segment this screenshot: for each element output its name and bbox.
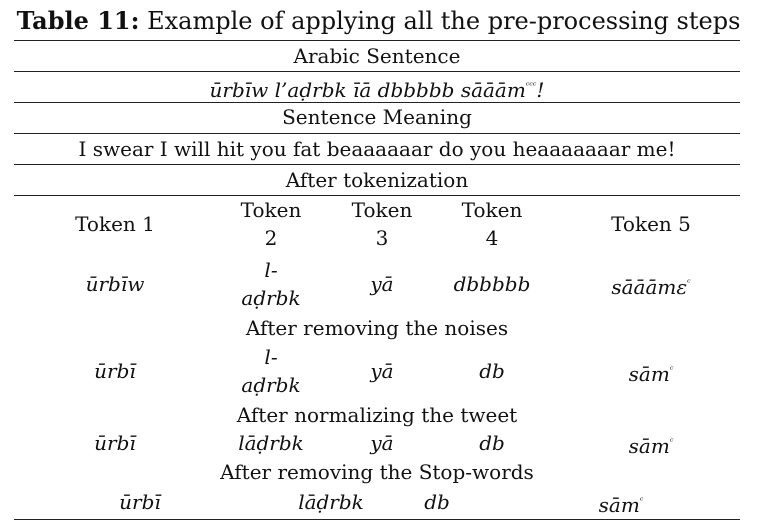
token-header-3-word: Token	[351, 198, 413, 222]
rule-top	[14, 40, 740, 41]
sentence-meaning: I swear I will hit you fat beaaaaaar do you heaaaaaaar me!	[78, 137, 676, 161]
normalized-token-1: ūrbī	[94, 431, 136, 455]
stopword-token-4-suffix: ᶜ	[639, 496, 644, 507]
noise-token-5	[586, 357, 716, 388]
rule-bottom	[14, 519, 740, 520]
token-2-part-a: l-	[264, 258, 278, 282]
sentence-meaning-header: Sentence Meaning	[282, 105, 472, 129]
token-1: ūrbīw	[85, 272, 145, 296]
arabic-sentence-header: Arabic Sentence	[293, 44, 461, 68]
rule	[14, 71, 740, 72]
noise-token-4: db	[479, 359, 505, 383]
arabic-sentence	[14, 73, 740, 104]
noise-token-2	[226, 343, 316, 399]
noise-token-3: yā	[370, 359, 394, 383]
stopword-token-4	[556, 488, 686, 519]
token-4: dbbbbb	[453, 272, 531, 296]
normalized-token-4: db	[479, 431, 505, 455]
token-5-text: sāāāmɛ	[611, 275, 688, 299]
token-header-5: Token 5	[611, 212, 691, 236]
token-2-part-b: aḍrbk	[241, 286, 301, 310]
normalized-token-3: yā	[370, 431, 394, 455]
stopword-token-3: db	[424, 490, 450, 514]
noise-token-2-part-a: l-	[264, 345, 278, 369]
arabic-sentence-text: ūrbīw l’aḍrbk īā dbbbbb sāāām	[209, 78, 526, 102]
rule	[14, 164, 740, 165]
token-5-suffix: ᶜ	[687, 278, 691, 289]
noise-token-2-part-b: aḍrbk	[241, 373, 301, 397]
stopword-token-4-text: sām	[598, 493, 640, 517]
normalized-token-5-suffix: ᶜ	[669, 437, 674, 448]
noise-removal-header: After removing the noises	[245, 316, 509, 340]
token-header-2-number: 2	[264, 226, 278, 250]
table-label: Table 11:	[16, 6, 140, 35]
noise-token-1: ūrbī	[94, 359, 136, 383]
arabic-sentence-end: !	[536, 78, 545, 102]
token-5	[586, 270, 716, 301]
token-header-2-word: Token	[240, 198, 302, 222]
table-caption-text: Example of applying all the pre-processing steps	[139, 7, 741, 35]
normalized-token-5	[586, 429, 716, 460]
token-3: yā	[370, 272, 394, 296]
token-header-2	[226, 196, 316, 252]
normalized-token-5-text: sām	[628, 434, 670, 458]
stopword-token-2: lāḍrbk	[298, 490, 364, 514]
token-header-3-number: 3	[375, 226, 389, 250]
token-header-4-word: Token	[461, 198, 523, 222]
token-header-3	[337, 196, 427, 252]
tokenization-header: After tokenization	[285, 168, 469, 192]
table-caption	[0, 6, 757, 36]
stopword-removal-header: After removing the Stop-words	[220, 460, 534, 484]
normalized-token-2: lāḍrbk	[238, 431, 304, 455]
token-2	[226, 256, 316, 312]
normalization-header: After normalizing the tweet	[236, 403, 518, 427]
noise-token-5-suffix: ᶜ	[669, 365, 674, 376]
token-header-4	[447, 196, 537, 252]
stopword-token-1: ūrbī	[119, 490, 161, 514]
token-header-4-number: 4	[485, 226, 499, 250]
arabic-sentence-suffix: ᶜᶜᶜ	[525, 81, 537, 92]
noise-token-5-text: sām	[628, 362, 670, 386]
token-header-1: Token 1	[75, 212, 155, 236]
rule	[14, 133, 740, 134]
